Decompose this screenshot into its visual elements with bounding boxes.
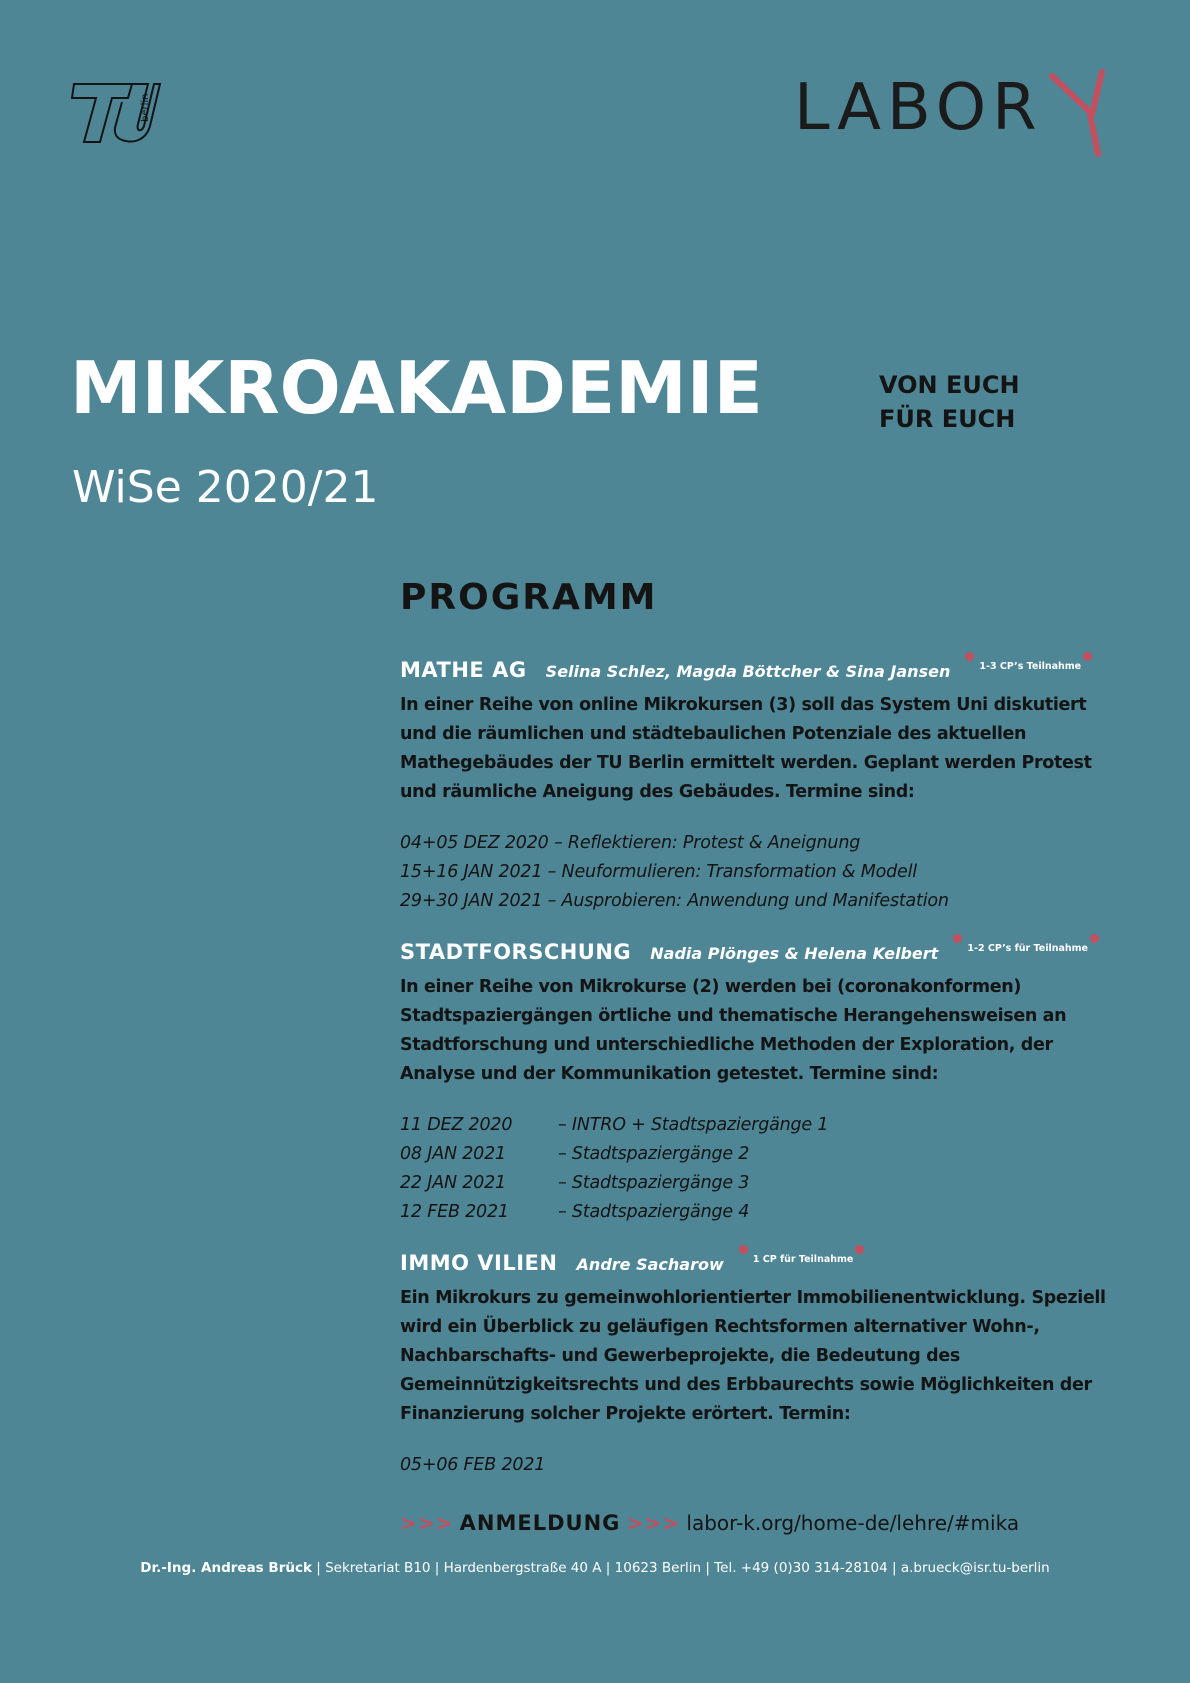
program-title: PROGRAMM (400, 577, 658, 618)
section-dates (400, 1451, 1120, 1480)
program-section-immo-vilien (400, 1249, 1120, 1480)
dot-icon (1090, 934, 1099, 943)
date-label: – Stadtspaziergänge 2 (558, 1144, 750, 1164)
dot-icon (953, 934, 962, 943)
date-value: 11 DEZ 2020 (400, 1115, 513, 1135)
date-label: – INTRO + Stadtspaziergänge 1 (558, 1115, 829, 1135)
date-value: 12 FEB 2021 (400, 1202, 509, 1222)
section-description: Ein Mikrokurs zu gemeinwohlorientierter Immobilienentwicklung. Speziell wird ein Überblick zu geläufigen Rechtsformen alternativer Wohn-, Nachbarschafts- und Gewerbeprojekte, die Bedeutung des Gemeinnützigkeitsrechts und des Erbbaurechts sowie Möglichkeiten der Finanzierung solcher Projekte erörtert. Termin: (400, 1288, 1106, 1424)
program-section-mathe-ag (400, 656, 1120, 916)
tagline (879, 368, 1020, 436)
date-item: 29+30 JAN 2021 – Ausprobieren: Anwendung und Manifestation (400, 891, 949, 911)
tagline-line-1: VON EUCH (879, 371, 1020, 399)
dot-icon (855, 1245, 864, 1254)
section-header (400, 938, 1120, 971)
svg-text:berlin: berlin (140, 93, 151, 122)
date-item: 15+16 JAN 2021 – Neuformulieren: Transformation & Modell (400, 862, 917, 882)
page-title: MIKROAKADEMIE (70, 346, 763, 430)
section-header (400, 656, 1120, 689)
section-people: Nadia Plönges & Helena Kelbert (650, 944, 939, 963)
section-credits: 1 CP für Teilnahme (752, 1254, 854, 1265)
labor-k-mark-icon (1046, 66, 1116, 158)
arrows-left: >>> (400, 1511, 454, 1535)
footer-name: Dr.-Ing. Andreas Brück (140, 1560, 312, 1576)
date-label: – Stadtspaziergänge 4 (558, 1202, 750, 1222)
semester-subtitle: WiSe 2020/21 (72, 462, 379, 513)
section-people: Selina Schlez, Magda Böttcher & Sina Jansen (545, 662, 951, 681)
date-item (400, 1111, 1120, 1140)
program-section-stadtforschung (400, 938, 1120, 1227)
date-item: 05+06 FEB 2021 (400, 1455, 546, 1475)
labor-k-logo (794, 66, 1124, 158)
date-label: – Stadtspaziergänge 3 (558, 1173, 750, 1193)
date-item: 04+05 DEZ 2020 – Reflektieren: Protest & Aneignung (400, 833, 861, 853)
section-people: Andre Sacharow (576, 1255, 724, 1274)
labor-wordmark: LABOR (794, 71, 1043, 145)
tagline-line-2: FÜR EUCH (879, 405, 1016, 433)
signup-link[interactable]: labor-k.org/home-de/lehre/#mika (686, 1511, 1020, 1535)
section-credits: 1-2 CP’s für Teilnahme (967, 943, 1088, 954)
section-title: MATHE AG (400, 658, 527, 682)
section-description: In einer Reihe von Mikrokurse (2) werden bei (coronakonformen) Stadtspaziergängen örtliche und thematische Herangehensweisen an Stadtforschung und unterschiedliche Methoden der Exploration, der Analyse und der Kommunikation getestet. Termine sind: (400, 977, 1067, 1084)
date-item (400, 1169, 1120, 1198)
signup-line (400, 1509, 1019, 1537)
date-item (400, 1198, 1120, 1227)
program-content (400, 577, 1120, 1502)
section-credits: 1-3 CP’s Teilnahme (979, 661, 1082, 672)
section-title: STADTFORSCHUNG (400, 940, 632, 964)
date-value: 22 JAN 2021 (400, 1173, 506, 1193)
date-value: 08 JAN 2021 (400, 1144, 506, 1164)
section-dates (400, 1111, 1120, 1227)
section-description: In einer Reihe von online Mikrokursen (3) soll das System Uni diskutiert und die räumlichen und städtebaulichen Potenziale des aktuellen Mathegebäudes der TU Berlin ermittelt werden. Geplant werden Protest und räumliche Aneigung des Gebäudes. Termine sind: (400, 695, 1092, 802)
arrows-right: >>> (626, 1511, 681, 1535)
date-item (400, 1140, 1120, 1169)
section-header (400, 1249, 1120, 1282)
section-title: IMMO VILIEN (400, 1251, 558, 1275)
footer-details: | Sekretariat B10 | Hardenbergstraße 40 A | 10623 Berlin | Tel. +49 (0)30 314-28104 | a.brueck@isr.tu-berlin (311, 1560, 1050, 1576)
dot-icon (739, 1245, 748, 1254)
section-dates (400, 829, 1120, 916)
dot-icon (1083, 652, 1092, 661)
tu-berlin-logo (70, 80, 162, 146)
signup-label: ANMELDUNG (459, 1511, 621, 1535)
dot-icon (965, 652, 974, 661)
footer-contact (0, 1560, 1190, 1576)
